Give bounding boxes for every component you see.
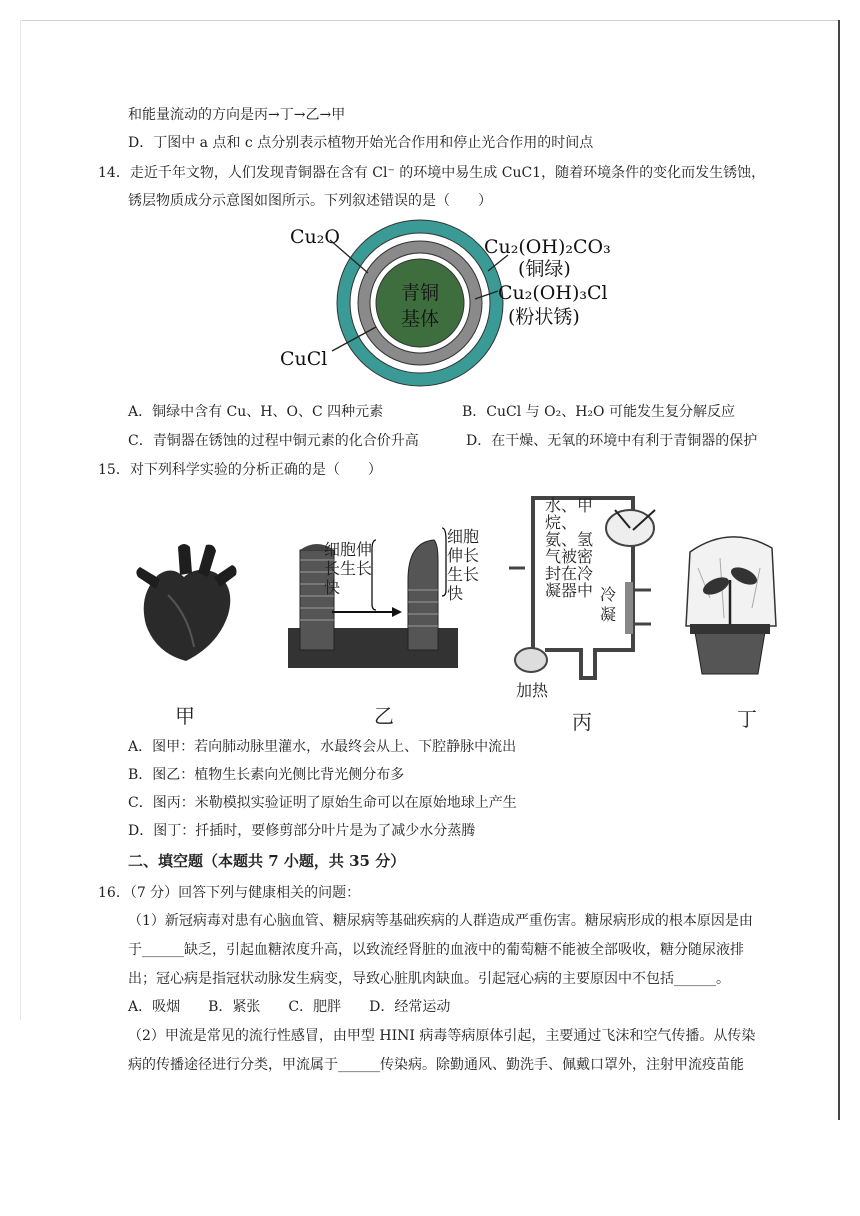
rust-layer-figure — [270, 215, 640, 390]
section-heading: 二、填空题（本题共 7 小题，共 35 分） — [128, 852, 406, 870]
figure-label-ding: 丁 — [737, 707, 757, 731]
q15-option-c: C．图丙：米勒模拟实验证明了原始生命可以在原始地球上产生 — [128, 795, 517, 811]
q16-part1-line3: 出；冠心病是指冠状动脉发生病变，导致心脏肌肉缺血。引起冠心病的主要原因中不包括______。 — [128, 971, 730, 987]
q14-stem-line2: 锈层物质成分示意图如图所示。下列叙述错误的是（ ） — [128, 193, 492, 209]
miller-condenser-label: 冷凝 — [600, 585, 617, 624]
verdigris-name: (铜绿) — [518, 258, 571, 280]
seedling-right-label: 细胞伸长生长快 — [447, 527, 480, 603]
q16-stem: 16．（7 分）回答下列与健康相关的问题： — [98, 885, 361, 901]
potted-plant-figure — [680, 528, 780, 678]
q16-part1-line2: 于______缺乏，引起血糖浓度升高，以致流经肾脏的血液中的葡萄糖不能被全部吸收，糖分随尿液排 — [128, 942, 744, 958]
q16-part2-line1: （2）甲流是常见的流行性感冒，由甲型 HINI 病毒等病原体引起，主要通过飞沫和空气传播。从传染 — [128, 1028, 756, 1044]
q14-option-b: B．CuCl 与 O₂、H₂O 可能发生复分解反应 — [462, 404, 735, 420]
miller-sealed-label: 水、甲烷、氨、氢气被密封在冷凝器中 — [545, 496, 594, 600]
figure-label-bing: 丙 — [572, 710, 592, 734]
q15-option-a: A．图甲：若向肺动脉里灌水，水最终会从上、下腔静脉中流出 — [128, 739, 517, 755]
q14-option-a: A．铜绿中含有 Cu、H、O、C 四种元素 — [128, 404, 384, 420]
powdery-rust-formula: Cu₂(OH)₃Cl — [498, 282, 608, 304]
q15-stem: 15．对下列科学实验的分析正确的是（ ） — [98, 462, 382, 478]
core-label-1: 青铜 — [400, 282, 440, 304]
cu2o-label: Cu₂O — [290, 226, 340, 248]
powdery-rust-name: (粉状锈) — [508, 306, 580, 328]
heart-figure — [128, 535, 246, 665]
q14-option-c: C．青铜器在锈蚀的过程中铜元素的化合价升高 — [128, 433, 419, 449]
q13-option-d: D．丁图中 a 点和 c 点分别表示植物开始光合作用和停止光合作用的时间点 — [128, 135, 594, 151]
core-label-2: 基体 — [400, 308, 440, 330]
page-left-rule — [20, 20, 21, 1020]
verdigris-formula: Cu₂(OH)₂CO₃ — [484, 236, 611, 258]
figure-label-jia: 甲 — [175, 704, 195, 728]
figure-label-yi: 乙 — [374, 704, 394, 728]
q16-part1-options: A．吸烟 B．紧张 C．肥胖 D．经常运动 — [128, 999, 451, 1015]
page-top-rule — [22, 20, 840, 21]
seedling-left-label: 细胞伸长生长快 — [324, 540, 373, 597]
miller-heat-label: 加热 — [516, 681, 549, 700]
q16-part1-line1: （1）新冠病毒对患有心脑血管、糖尿病等基础疾病的人群造成严重伤害。糖尿病形成的根本原因是由 — [128, 913, 753, 929]
q15-option-d: D．图丁：扦插时，要修剪部分叶片是为了减少水分蒸腾 — [128, 823, 476, 839]
q16-part2-line2: 病的传播途径进行分类，甲流属于______传染病。除勤通风、勤洗手、佩戴口罩外，注射甲流疫苗能 — [128, 1057, 744, 1073]
q14-stem-line1: 14．走近千年文物，人们发现青铜器在含有 Cl⁻ 的环境中易生成 CuC1，随着环境条件的变化而发生锈蚀， — [98, 165, 766, 181]
page-right-rule — [838, 20, 840, 1120]
q15-option-b: B．图乙：植物生长素向光侧比背光侧分布多 — [128, 767, 405, 783]
q14-option-d: D．在干燥、无氧的环境中有利于青铜器的保护 — [466, 433, 758, 449]
text-line: 和能量流动的方向是丙→丁→乙→甲 — [128, 107, 346, 123]
cucl-label: CuCl — [280, 348, 328, 370]
